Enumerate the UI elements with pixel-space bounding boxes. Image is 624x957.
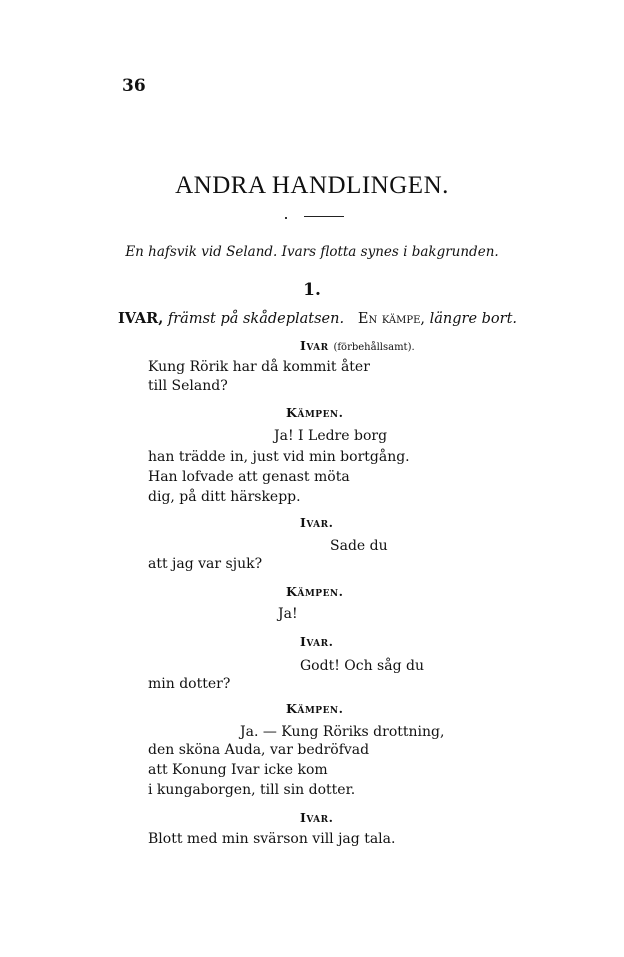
verse-line: att jag var sjuk? bbox=[148, 556, 263, 572]
speaker-ivar bbox=[300, 338, 415, 353]
character-ivar: IVAR, bbox=[118, 310, 164, 327]
ornament-dot bbox=[285, 217, 287, 219]
character-kampe: En kämpe, bbox=[357, 311, 426, 327]
verse-line: Ja! bbox=[278, 606, 298, 622]
verse-line: Han lofvade att genast möta bbox=[148, 469, 350, 485]
speaker-ivar: Ivar. bbox=[300, 515, 334, 530]
verse-line: han trädde in, just vid min bortgång. bbox=[148, 449, 410, 465]
verse-line: i kungaborgen, till sin dotter. bbox=[148, 782, 356, 798]
verse-line: Ja! I Ledre borg bbox=[274, 428, 388, 444]
character-ivar-direction: främst på skådeplatsen. bbox=[167, 311, 345, 327]
verse-line: min dotter? bbox=[148, 676, 231, 692]
speaker-kampen: Kämpen. bbox=[286, 405, 344, 420]
scene-number: 1. bbox=[303, 280, 321, 300]
speaker-kampen: Kämpen. bbox=[286, 701, 344, 716]
speaker-kampen: Kämpen. bbox=[286, 584, 344, 599]
verse-line: Sade du bbox=[330, 538, 388, 554]
setting-direction: En hafsvik vid Seland. Ivars flotta synes i bakgrunden. bbox=[125, 244, 499, 260]
title-rule bbox=[304, 216, 344, 217]
speaker-ivar: Ivar. bbox=[300, 810, 334, 825]
stage-direction: (förbehållsamt). bbox=[333, 342, 415, 353]
verse-line: Godt! Och såg du bbox=[300, 658, 424, 674]
speaker-ivar: Ivar. bbox=[300, 634, 334, 649]
verse-line: Kung Rörik har då kommit åter bbox=[148, 359, 370, 375]
verse-line: dig, på ditt härskepp. bbox=[148, 489, 301, 505]
page-number: 36 bbox=[122, 76, 146, 96]
speaker-name: Ivar bbox=[300, 338, 329, 353]
verse-line: Blott med min svärson vill jag tala. bbox=[148, 831, 396, 847]
act-title: ANDRA HANDLINGEN. bbox=[175, 172, 449, 199]
character-kampe-direction: längre bort. bbox=[429, 311, 518, 327]
verse-line: den sköna Auda, var bedröfvad bbox=[148, 742, 370, 758]
verse-line: att Konung Ivar icke kom bbox=[148, 762, 328, 778]
characters-line bbox=[118, 310, 517, 327]
verse-line: till Seland? bbox=[148, 378, 228, 394]
verse-line: Ja. — Kung Röriks drottning, bbox=[240, 724, 445, 740]
